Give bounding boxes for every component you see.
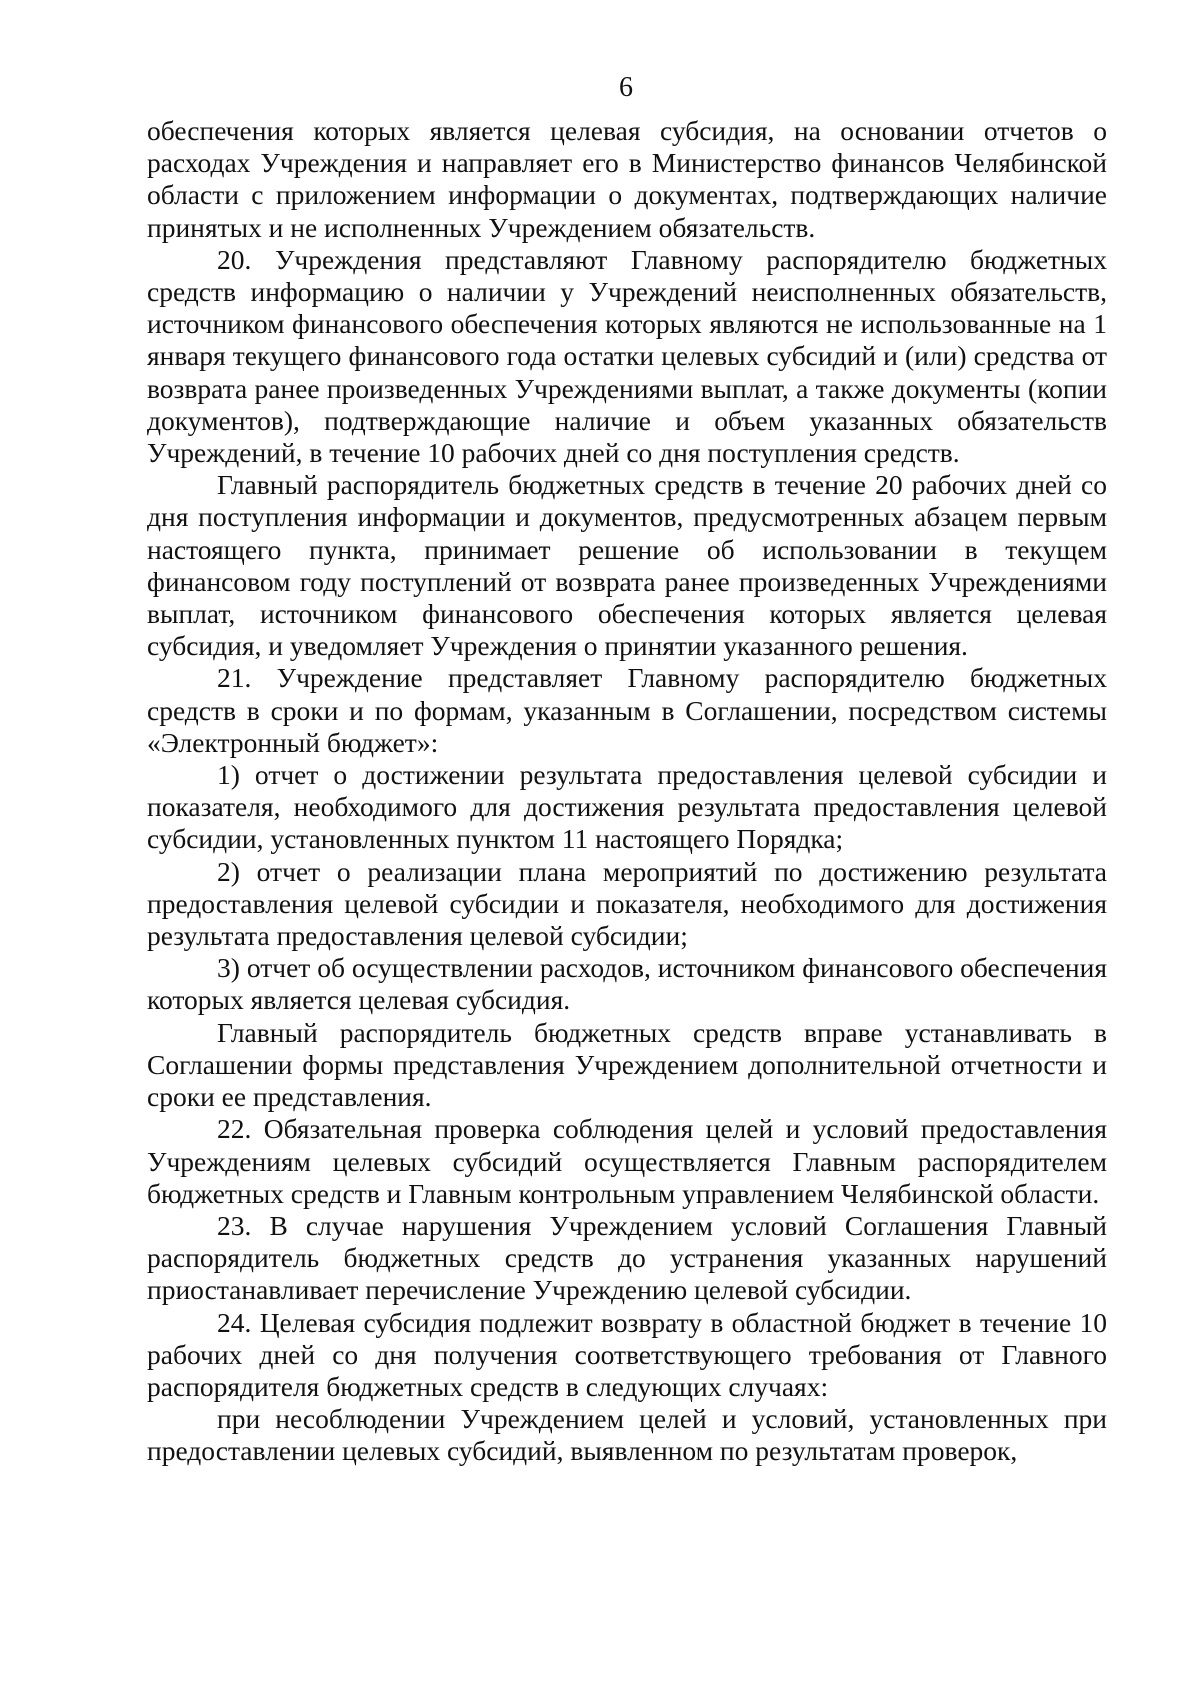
paragraph-item-24-case-1: при несоблюдении Учреждением целей и условий, установленных при предоставлении целевых субсидий, выявленном по результатам проверок, — [147, 1403, 1107, 1467]
paragraph-continuation: обеспечения которых является целевая субсидия, на основании отчетов о расходах Учреждения и направляет его в Министерство финансов Челябинской области с приложением информации о документах, подтверждающих наличие принятых и не исполненных Учреждением обязательств. — [147, 115, 1107, 243]
list-item-report-1: 1) отчет о достижении результата предоставления целевой субсидии и показателя, необходимого для достижения результата предоставления целевой субсидии, установленных пунктом 11 настоящего Порядка; — [147, 759, 1107, 855]
list-item-report-3: 3) отчет об осуществлении расходов, источником финансового обеспечения которых является целевая субсидия. — [147, 952, 1107, 1016]
list-item-report-2: 2) отчет о реализации плана мероприятий по достижению результата предоставления целевой субсидии и показателя, необходимого для достижения результата предоставления целевой субсидии; — [147, 855, 1107, 952]
paragraph-item-21: 21. Учреждение представляет Главному распорядителю бюджетных средств в сроки и по формам, указанным в Соглашении, посредством системы «Электронный бюджет»: — [147, 662, 1107, 758]
paragraph-item-23: 23. В случае нарушения Учреждением условий Соглашения Главный распорядитель бюджетных средств до устранения указанных нарушений приостанавливает перечисление Учреждению целевой субсидии. — [147, 1209, 1107, 1306]
document-body — [147, 115, 1107, 1468]
paragraph-item-20-second: Главный распорядитель бюджетных средств в течение 20 рабочих дней со дня поступления информации и документов, предусмотренных абзацем первым настоящего пункта, принимает решение об использовании в текущем финансовом году поступлений от возврата ранее произведенных Учреждениями выплат, источником финансового обеспечения которых является целевая субсидия, и уведомляет Учреждения о принятии указанного решения. — [147, 469, 1107, 662]
paragraph-item-24: 24. Целевая субсидия подлежит возврату в областной бюджет в течение 10 рабочих дней со дня получения соответствующего требования от Главного распорядителя бюджетных средств в следующих случаях: — [147, 1306, 1107, 1402]
paragraph-item-20: 20. Учреждения представляют Главному распорядителю бюджетных средств информацию о наличии у Учреждений неисполненных обязательств, источником финансового обеспечения которых являются не использованные на 1 января текущего финансового года остатки целевых субсидий и (или) средства от возврата ранее произведенных Учреждениями выплат, а также документы (копии документов), подтверждающие наличие и объем указанных обязательств Учреждений, в течение 10 рабочих дней со дня поступления средств. — [147, 243, 1107, 469]
paragraph-item-22: 22. Обязательная проверка соблюдения целей и условий предоставления Учреждениям целевых субсидий осуществляется Главным распорядителем бюджетных средств и Главным контрольным управлением Челябинской области. — [147, 1113, 1107, 1209]
paragraph-additional-reporting: Главный распорядитель бюджетных средств вправе устанавливать в Соглашении формы представления Учреждением дополнительной отчетности и сроки ее представления. — [147, 1016, 1107, 1113]
page-number: 6 — [619, 72, 633, 103]
